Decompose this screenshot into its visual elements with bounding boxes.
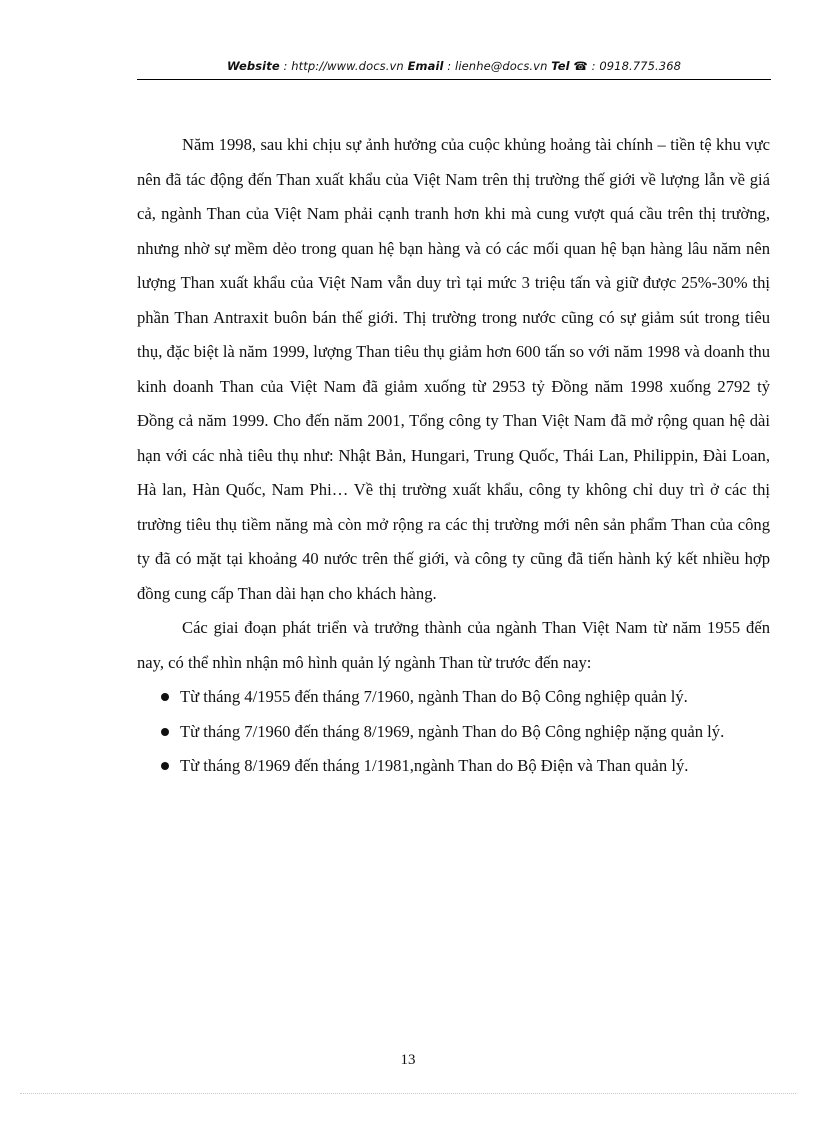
tel-label: Tel [551, 59, 570, 73]
footer-divider [20, 1093, 796, 1094]
paragraph-development-stages: Các giai đoạn phát triển và trưởng thành của ngành Than Việt Nam từ năm 1955 đến nay, có thể nhìn nhận mô hình quản lý ngành Than từ trước đến nay: [137, 618, 770, 672]
document-body [137, 128, 770, 784]
list-item: Từ tháng 7/1960 đến tháng 8/1969, ngành Than do Bộ Công nghiệp nặng quản lý. [137, 715, 770, 750]
website-label: Website [226, 59, 280, 73]
list-item: Từ tháng 8/1969 đến tháng 1/1981,ngành Than do Bộ Điện và Than quản lý. [137, 749, 770, 784]
tel-number: 0918.775.368 [599, 59, 682, 73]
paragraph-coal-export: Năm 1998, sau khi chịu sự ảnh hưởng của cuộc khủng hoảng tài chính – tiền tệ khu vực nên đã tác động đến Than xuất khẩu của Việt Nam trên thị trường thế giới về lượng lẫn về giá cả, ngành Than của Việt Nam phải cạnh tranh hơn khi mà cung vượt quá cầu trên thị trường, nhưng nhờ sự mềm dẻo trong quan hệ bạn hàng và có các mối quan hệ bạn hàng lâu năm nên lượng Than xuất khẩu của Việt Nam vẫn duy trì tại mức 3 triệu tấn và giữ được 25%-30% thị phần Than Antraxit buôn bán thế giới. Thị trường trong nước cũng có sự giảm sút trong tiêu thụ, đặc biệt là năm 1999, lượng Than tiêu thụ giảm hơn 600 tấn so với năm 1998 và doanh thu kinh doanh Than của Việt Nam đã giảm xuống từ 2953 tỷ Đồng năm 1998 xuống 2792 tỷ Đồng cả năm 1999. Cho đến năm 2001, Tổng công ty Than Việt Nam đã mở rộng quan hệ dài hạn với các nhà tiêu thụ như: Nhật Bản, Hungari, Trung Quốc, Thái Lan, Philippin, Đài Loan, Hà lan, Hàn Quốc, Nam Phi… Về thị trường xuất khẩu, công ty không chỉ duy trì ở các thị trường tiêu thụ tiềm năng mà còn mở rộng ra các thị trường mới nên sản phẩm Than của công ty đã có mặt tại khoảng 40 nước trên thế giới, và công ty cũng đã tiến hành ký kết nhiều hợp đồng cung cấp Than dài hạn cho khách hàng. [137, 135, 770, 603]
page-header: Website : http://www.docs.vn Email : lienhe@docs.vn Tel ☎ : 0918.775.368 [226, 59, 682, 73]
management-history-list [137, 680, 770, 784]
bullet-icon [161, 728, 169, 736]
email-label: Email [407, 59, 444, 73]
bullet-icon [161, 762, 169, 770]
website-url[interactable]: http://www.docs.vn [291, 59, 404, 73]
bullet-icon [161, 693, 169, 701]
phone-icon: ☎ [573, 59, 588, 73]
email-address[interactable]: lienhe@docs.vn [455, 59, 548, 73]
list-item: Từ tháng 4/1955 đến tháng 7/1960, ngành Than do Bộ Công nghiệp quản lý. [137, 680, 770, 715]
page-number: 13 [400, 1052, 416, 1068]
header-divider [137, 79, 771, 80]
